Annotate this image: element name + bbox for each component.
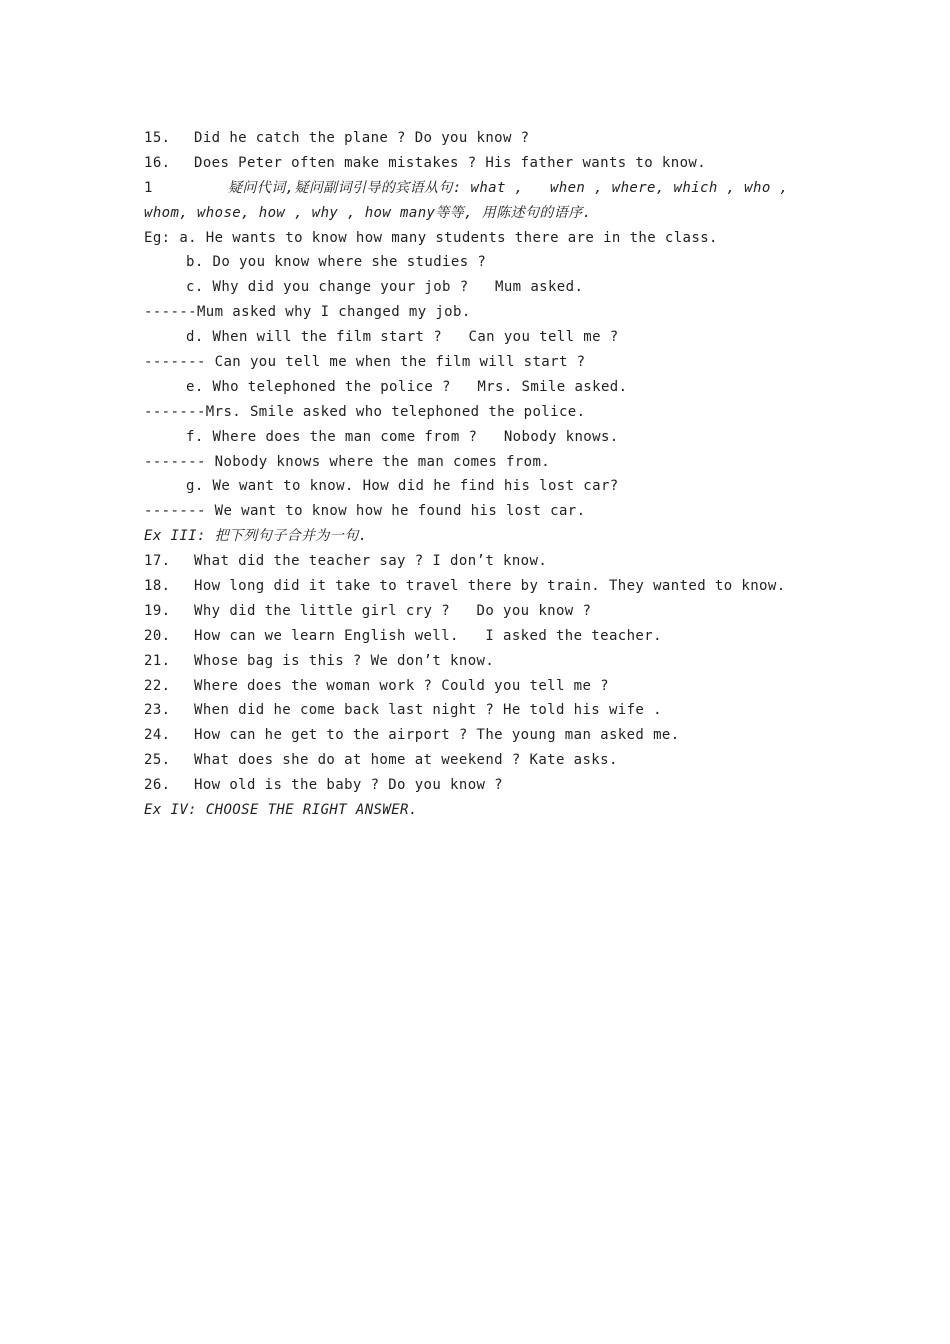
- question-number: 17.: [144, 553, 171, 570]
- question-item-23: [144, 698, 824, 723]
- example-a: Eg: a. He wants to know how many students there are in the class.: [144, 229, 718, 246]
- example-g: g. We want to know. How did he find his lost car?: [186, 478, 619, 495]
- question-item-25: [144, 748, 824, 773]
- question-item-20: [144, 624, 824, 649]
- question-text: What did the teacher say ? I don’t know.: [194, 553, 548, 570]
- question-number: 20.: [144, 627, 171, 644]
- question-text: Did he catch the plane ? Do you know ?: [194, 130, 530, 146]
- question-item-24: [144, 723, 824, 748]
- question-text: Where does the woman work ? Could you tell me ?: [194, 677, 609, 694]
- question-text: What does she do at home at weekend ? Kate asks.: [194, 752, 618, 769]
- example-g-answer: ------- We want to know how he found his lost car.: [144, 503, 586, 520]
- example-d-answer: ------- Can you tell me when the film will start ?: [144, 354, 586, 371]
- example-f: f. Where does the man come from ? Nobody knows.: [186, 428, 619, 445]
- question-text: How old is the baby ? Do you know ?: [194, 777, 504, 794]
- example-f-answer: ------- Nobody knows where the man comes from.: [144, 453, 551, 470]
- worksheet-content: [144, 126, 824, 823]
- question-number: 18.: [144, 578, 171, 595]
- question-item-21: [144, 649, 824, 674]
- question-item-16: [144, 151, 824, 176]
- example-b: b. Do you know where she studies ?: [186, 254, 487, 271]
- question-number: 26.: [144, 777, 171, 794]
- question-text: How can he get to the airport ? The young man asked me.: [194, 727, 680, 744]
- question-item-17: [144, 549, 824, 574]
- question-item-26: [144, 773, 824, 798]
- example-e-answer: -------Mrs. Smile asked who telephoned the police.: [144, 403, 586, 420]
- question-text: Does Peter often make mistakes ? His father wants to know.: [194, 154, 707, 171]
- rule-text-1: 疑问代词,疑问副词引导的宾语从句: what , when , where, which , who ,: [228, 179, 789, 196]
- rule-number: 1: [144, 179, 153, 196]
- question-item-15: [144, 126, 824, 151]
- question-number: 22.: [144, 677, 171, 694]
- question-item-18: [144, 574, 824, 599]
- grammar-rule-line-2: whom, whose, how , why , how many等等, 用陈述句的语序.: [144, 204, 592, 221]
- example-d: d. When will the film start ? Can you tell me ?: [186, 329, 619, 346]
- question-number: 19.: [144, 602, 171, 619]
- exercise-4-heading: Ex IV: CHOOSE THE RIGHT ANSWER.: [144, 802, 418, 819]
- example-e: e. Who telephoned the police ? Mrs. Smile asked.: [186, 378, 628, 395]
- question-number: 24.: [144, 727, 171, 744]
- example-c: c. Why did you change your job ? Mum asked.: [186, 279, 584, 296]
- question-text: How long did it take to travel there by train. They wanted to know.: [194, 578, 786, 595]
- example-c-answer: ------Mum asked why I changed my job.: [144, 304, 471, 321]
- question-item-19: [144, 599, 824, 624]
- question-text: When did he come back last night ? He told his wife .: [194, 702, 662, 719]
- question-item-22: [144, 674, 824, 699]
- question-text: How can we learn English well. I asked the teacher.: [194, 627, 662, 644]
- exercise-3-heading: Ex III: 把下列句子合并为一句.: [144, 528, 368, 545]
- question-number: 23.: [144, 702, 171, 719]
- grammar-rule-line-1: [144, 176, 824, 201]
- question-text: Whose bag is this ? We don’t know.: [194, 652, 495, 669]
- question-number: 16.: [144, 154, 171, 171]
- question-number: 21.: [144, 652, 171, 669]
- question-number: 25.: [144, 752, 171, 769]
- question-number: 15.: [144, 130, 171, 146]
- question-text: Why did the little girl cry ? Do you know ?: [194, 602, 592, 619]
